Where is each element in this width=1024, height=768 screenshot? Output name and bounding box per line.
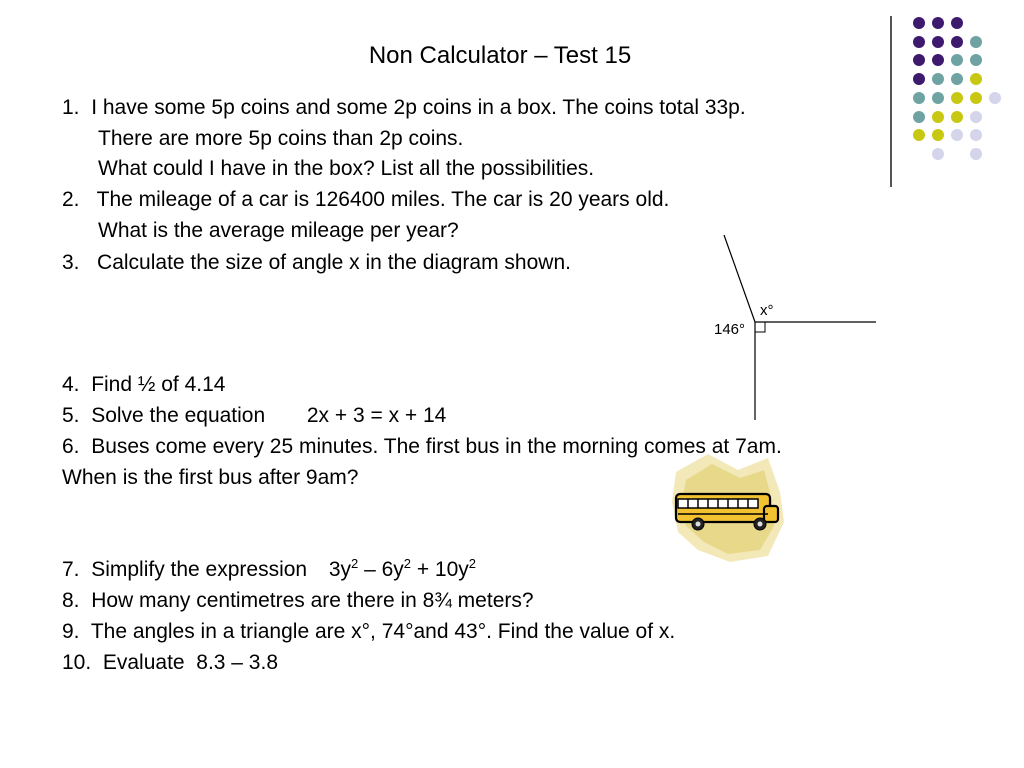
question-4 (62, 372, 225, 398)
question-text: Evaluate 8.3 – 3.8 (102, 651, 279, 674)
dots (913, 17, 1001, 160)
question-3 (62, 250, 571, 276)
question-1-line-2: There are more 5p coins than 2p coins. (98, 127, 464, 150)
question-8 (62, 588, 534, 614)
question-text: Buses come every 25 minutes. The first bus in the morning comes at 7am. (91, 435, 782, 458)
question-number: 7. (62, 558, 80, 581)
page-title: Non Calculator – Test 15 (368, 42, 632, 69)
question-number: 6. (62, 435, 80, 458)
question-number: 10. (62, 651, 92, 674)
question-1-line-3: What could I have in the box? List all the possibilities. (98, 157, 595, 180)
angle-diagram (700, 230, 890, 430)
angle-146-label: 146° (714, 321, 746, 338)
question-text: The angles in a triangle are x°, 74°and 43°. Find the value of x. (90, 620, 676, 643)
question-number: 1. (62, 96, 80, 119)
question-text: Solve the equation (91, 404, 266, 427)
question-text: The mileage of a car is 126400 miles. The car is 20 years old. (96, 188, 670, 211)
question-number: 9. (62, 620, 80, 643)
question-6-line-2: When is the first bus after 9am? (62, 466, 359, 489)
question-2 (62, 187, 669, 213)
right-angle-marker (755, 322, 765, 332)
angle-x-label: x° (760, 302, 774, 319)
question-number: 2. (62, 188, 80, 211)
question-number: 3. (62, 251, 80, 274)
equation: 2x + 3 = x + 14 (306, 404, 447, 427)
question-number: 4. (62, 373, 80, 396)
question-text: I have some 5p coins and some 2p coins in a box. The coins total 33p. (91, 96, 746, 119)
question-text: Find ½ of 4.14 (91, 373, 226, 396)
question-number: 8. (62, 589, 80, 612)
question-text: Simplify the expression (91, 558, 308, 581)
question-10 (62, 650, 278, 676)
question-number: 5. (62, 404, 80, 427)
question-text: How many centimetres are there in 8¾ meters? (91, 589, 534, 612)
question-2-line-2: What is the average mileage per year? (98, 219, 459, 242)
question-text: Calculate the size of angle x in the diagram shown. (97, 251, 571, 274)
question-7 (62, 557, 476, 583)
decorative-dot-grid (890, 14, 1024, 194)
question-1 (62, 95, 746, 121)
school-bus-icon (668, 452, 788, 567)
slanted-line (724, 235, 755, 322)
question-9 (62, 619, 675, 645)
question-5 (62, 403, 446, 429)
expression: $3y^2 - 6y^2 + 10y^2$ (328, 556, 477, 581)
